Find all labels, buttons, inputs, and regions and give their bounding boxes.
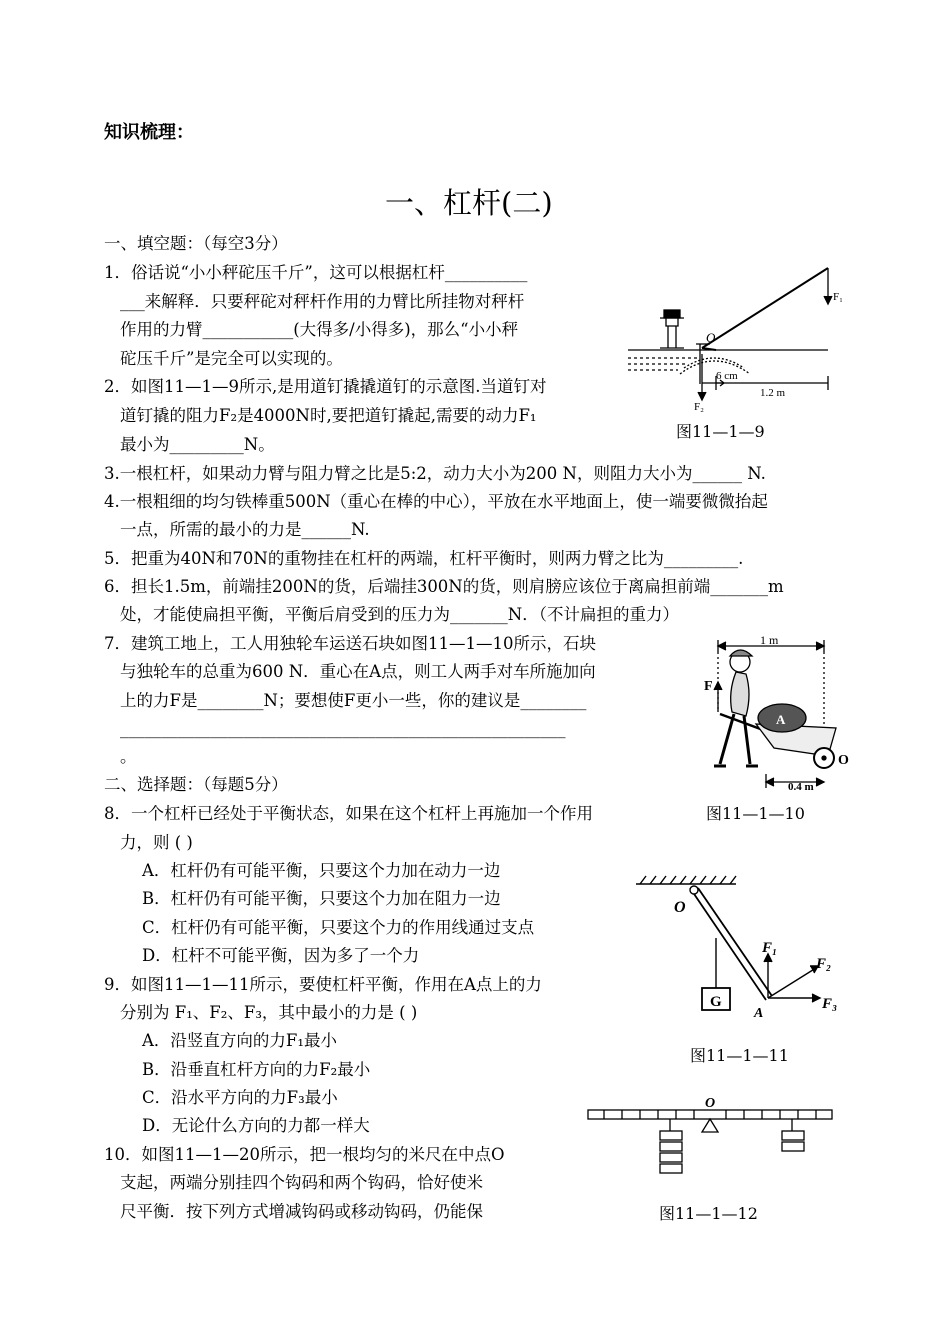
q7-line5: 。 bbox=[120, 747, 137, 766]
q9-line1: 9．如图11—1—11所示，要使杠杆平衡，作用在A点上的力 bbox=[104, 975, 542, 994]
q7-line2: 与独轮车的总重为600 N．重心在A点，则工人两手对车所施加向 bbox=[120, 662, 596, 681]
fig9-f2-label: F₂ bbox=[694, 401, 704, 413]
q5-line: 5．把重为40N和70N的重物挂在杠杆的两端，杠杆平衡时，则两力臂之比为_________. bbox=[104, 549, 744, 568]
q9-option-a: A．沿竖直方向的力F₁最小 bbox=[142, 1031, 337, 1050]
fig10-caption: 图11—1—10 bbox=[706, 804, 805, 823]
page-title: 一、杠杆(二) bbox=[385, 186, 553, 220]
figure-11-1-10 bbox=[696, 632, 856, 792]
fig9-dim2-label: 1.2 m bbox=[760, 387, 786, 399]
fill-in-heading: 一、填空题：（每空3分） bbox=[104, 234, 288, 253]
q10-line2: 支起，两端分别挂四个钩码和两个钩码，恰好使米 bbox=[120, 1173, 483, 1192]
q8-line1: 8．一个杠杆已经处于平衡状态，如果在这个杠杆上再施加一个作用 bbox=[104, 804, 593, 823]
q1-line4: 砣压千斤”是完全可以实现的。 bbox=[120, 349, 343, 368]
fig11-pivot-label: O bbox=[674, 899, 686, 916]
q9-option-b: B．沿垂直杠杆方向的力F₂最小 bbox=[142, 1060, 371, 1079]
q8-option-a: A．杠杆仍有可能平衡，只要这个力加在动力一边 bbox=[142, 861, 501, 880]
q4-line2: 一点，所需的最小的力是______N. bbox=[120, 520, 370, 539]
q10-line1: 10．如图11—1—20所示，把一根均匀的米尺在中点O bbox=[104, 1145, 505, 1164]
figure-11-1-9 bbox=[620, 258, 850, 418]
fig11-caption: 图11—1—11 bbox=[690, 1046, 789, 1065]
choice-heading: 二、选择题：（每题5分） bbox=[104, 775, 288, 794]
fig10-dist-label: 0.4 m bbox=[788, 781, 814, 793]
q6-line2: 处，才能使扁担平衡，平衡后肩受到的压力为_______N．（不计扁担的重力） bbox=[120, 605, 679, 624]
fig9-caption: 图11—1—9 bbox=[676, 422, 765, 441]
fig10-pivot-label: O bbox=[838, 753, 849, 768]
q8-option-b: B．杠杆仍有可能平衡，只要这个力加在阻力一边 bbox=[142, 889, 501, 908]
fig12-pivot-label: O bbox=[705, 1096, 716, 1111]
q1-line1: 1．俗话说“小小秤砣压千斤”，这可以根据杠杆__________ bbox=[104, 263, 528, 282]
fig10-span-label: 1 m bbox=[760, 633, 779, 647]
q9-line2: 分别为 F₁、F₂、F₃，其中最小的力是 ( ) bbox=[120, 1003, 418, 1022]
fig10-point-a-label: A bbox=[776, 712, 786, 727]
fig11-weight-label: G bbox=[710, 994, 722, 1010]
fig9-pivot-label: O bbox=[706, 330, 716, 345]
q6-line1: 6．担长1.5m，前端挂200N的货，后端挂300N的货，则肩膀应该位于离扁担前端_______m bbox=[104, 577, 784, 596]
q7-line1: 7．建筑工地上，工人用独轮车运送石块如图11—1—10所示，石块 bbox=[104, 634, 596, 653]
q2-line2: 道钉撬的阻力F₂是4000N时,要把道钉撬起,需要的动力F₁ bbox=[120, 406, 537, 425]
fig11-f1-label: F₁ bbox=[762, 940, 778, 956]
fig12-caption: 图11—1—12 bbox=[659, 1204, 758, 1223]
q9-option-d: D．无论什么方向的力都一样大 bbox=[142, 1116, 370, 1135]
section-header: 知识梳理： bbox=[104, 122, 194, 143]
q9-option-c: C．沿水平方向的力F₃最小 bbox=[142, 1088, 338, 1107]
q7-line4: ______________________________________________________ bbox=[120, 719, 566, 738]
q4-line1: 4.一根粗细的均匀铁棒重500N（重心在棒的中心），平放在水平地面上，使一端要微微抬起 bbox=[104, 492, 768, 511]
fig9-f1-label: F₁ bbox=[833, 291, 843, 303]
q8-option-d: D．杠杆不可能平衡，因为多了一个力 bbox=[142, 946, 420, 965]
q10-line3: 尺平衡．按下列方式增减钩码或移动钩码，仍能保 bbox=[120, 1202, 483, 1221]
q8-option-c: C．杠杆仍有可能平衡，只要这个力的作用线通过支点 bbox=[142, 918, 535, 937]
fig10-force-label: F bbox=[704, 679, 713, 694]
figure-11-1-12 bbox=[584, 1094, 840, 1194]
q8-line2: 力，则 ( ) bbox=[120, 833, 193, 852]
q1-line3: 作用的力臂___________(大得多/小得多)，那么“小小秤 bbox=[120, 320, 519, 339]
fig11-point-a-label: A bbox=[754, 1006, 764, 1021]
q1-line2: ___来解释．只要秤砣对秤杆作用的力臂比所挂物对秤杆 bbox=[120, 292, 525, 311]
fig11-f3-label: F₃ bbox=[822, 996, 838, 1012]
fig9-dim1-label: 6 cm bbox=[716, 370, 738, 382]
fig11-f2-label: F₂ bbox=[816, 956, 832, 972]
q7-line3: 上的力F是________N；要想使F更小一些，你的建议是________ bbox=[120, 691, 587, 710]
q2-line1: 2．如图11—1—9所示,是用道钉撬撬道钉的示意图.当道钉对 bbox=[104, 377, 547, 396]
figure-11-1-11 bbox=[630, 872, 850, 1032]
q3-line: 3.一根杠杆，如果动力臂与阻力臂之比是5:2，动力大小为200 N，则阻力大小为______ N. bbox=[104, 464, 766, 483]
q2-line3: 最小为_________N。 bbox=[120, 435, 275, 454]
